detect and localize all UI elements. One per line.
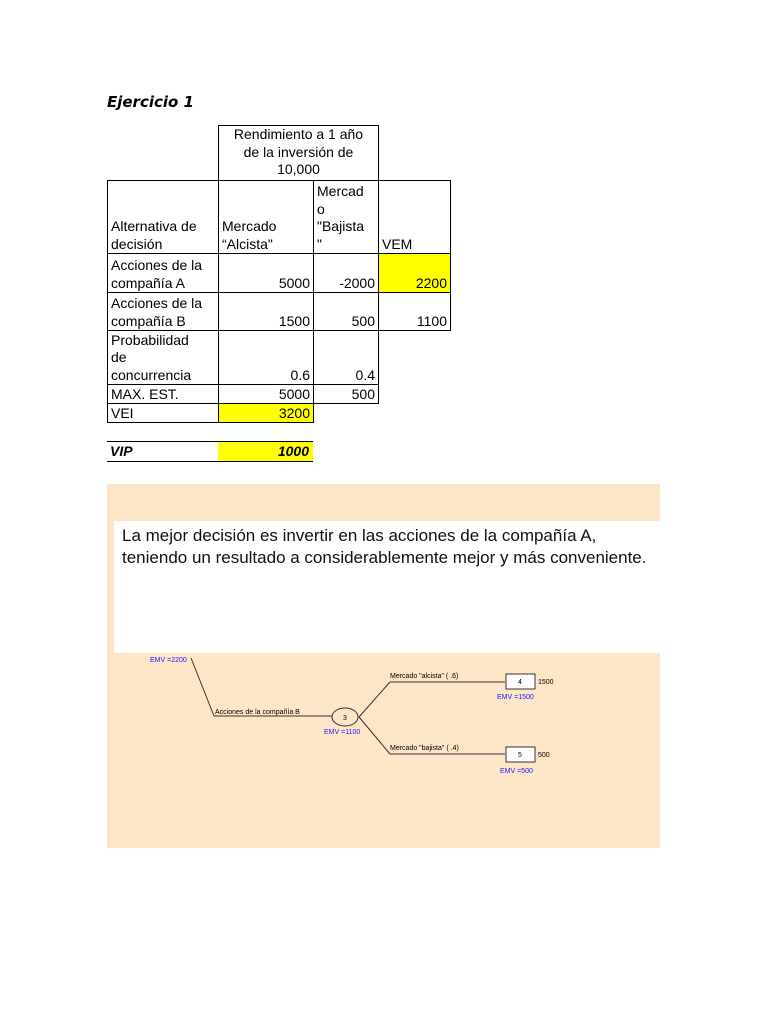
down-branch-label: Mercado "bajista" ( .4) [390, 745, 459, 752]
cell-prob-bajista: 0.4 [313, 330, 379, 385]
up-payoff: 1500 [538, 679, 554, 686]
row-label-compania-b: Acciones de la compañía B [107, 292, 219, 331]
tree-root-line [191, 658, 214, 716]
tree-down-diagonal [359, 717, 390, 754]
exercise-title: Ejercicio 1 [107, 93, 194, 111]
row-label-compania-a: Acciones de la compañía A [107, 253, 219, 293]
vip-value: 1000 [218, 441, 313, 462]
row-label-max-est: MAX. EST. [107, 384, 219, 404]
down-emv: EMV =500 [500, 768, 533, 775]
header-vem: VEM [378, 180, 451, 254]
cell-vei-value: 3200 [218, 403, 314, 423]
tree-up-diagonal [359, 682, 390, 717]
cell-a-bajista: -2000 [313, 253, 379, 293]
up-branch-label: Mercado "alcista" ( .6) [390, 673, 459, 680]
cell-b-alcista: 1500 [218, 292, 314, 331]
branch-label: Acciones de la compañía B [215, 709, 300, 716]
row-label-vei: VEI [107, 403, 219, 423]
row-label-probabilidad: Probabilidad de concurrencia [107, 330, 219, 385]
cell-prob-alcista: 0.6 [218, 330, 314, 385]
group-header: Rendimiento a 1 año de la inversión de 10,000 [218, 125, 379, 181]
cell-b-vem: 1100 [378, 292, 451, 331]
cell-a-alcista: 5000 [218, 253, 314, 293]
header-mercado-alcista: Mercado “Alcista" [218, 180, 314, 254]
cell-b-bajista: 500 [313, 292, 379, 331]
up-emv: EMV =1500 [497, 694, 534, 701]
vip-label: VIP [107, 441, 219, 462]
down-payoff: 500 [538, 752, 550, 759]
conclusion-text: La mejor decisión es invertir en las acciones de la compañía A, teniendo un resultado a considerablemente mejor y más conveniente. [114, 521, 660, 653]
header-alternative: Alternativa de decisión [107, 180, 219, 254]
decision-tree [107, 652, 660, 848]
root-emv: EMV =2200 [150, 657, 187, 664]
cell-max-alcista: 5000 [218, 384, 314, 404]
header-mercado-bajista: Mercad o "Bajista " [313, 180, 379, 254]
cell-max-bajista: 500 [313, 384, 379, 404]
chance-node-number: 3 [343, 715, 347, 722]
up-node-number: 4 [518, 679, 522, 686]
cell-a-vem: 2200 [378, 253, 451, 293]
down-node-number: 5 [518, 752, 522, 759]
chance-emv: EMV =1100 [324, 729, 361, 736]
